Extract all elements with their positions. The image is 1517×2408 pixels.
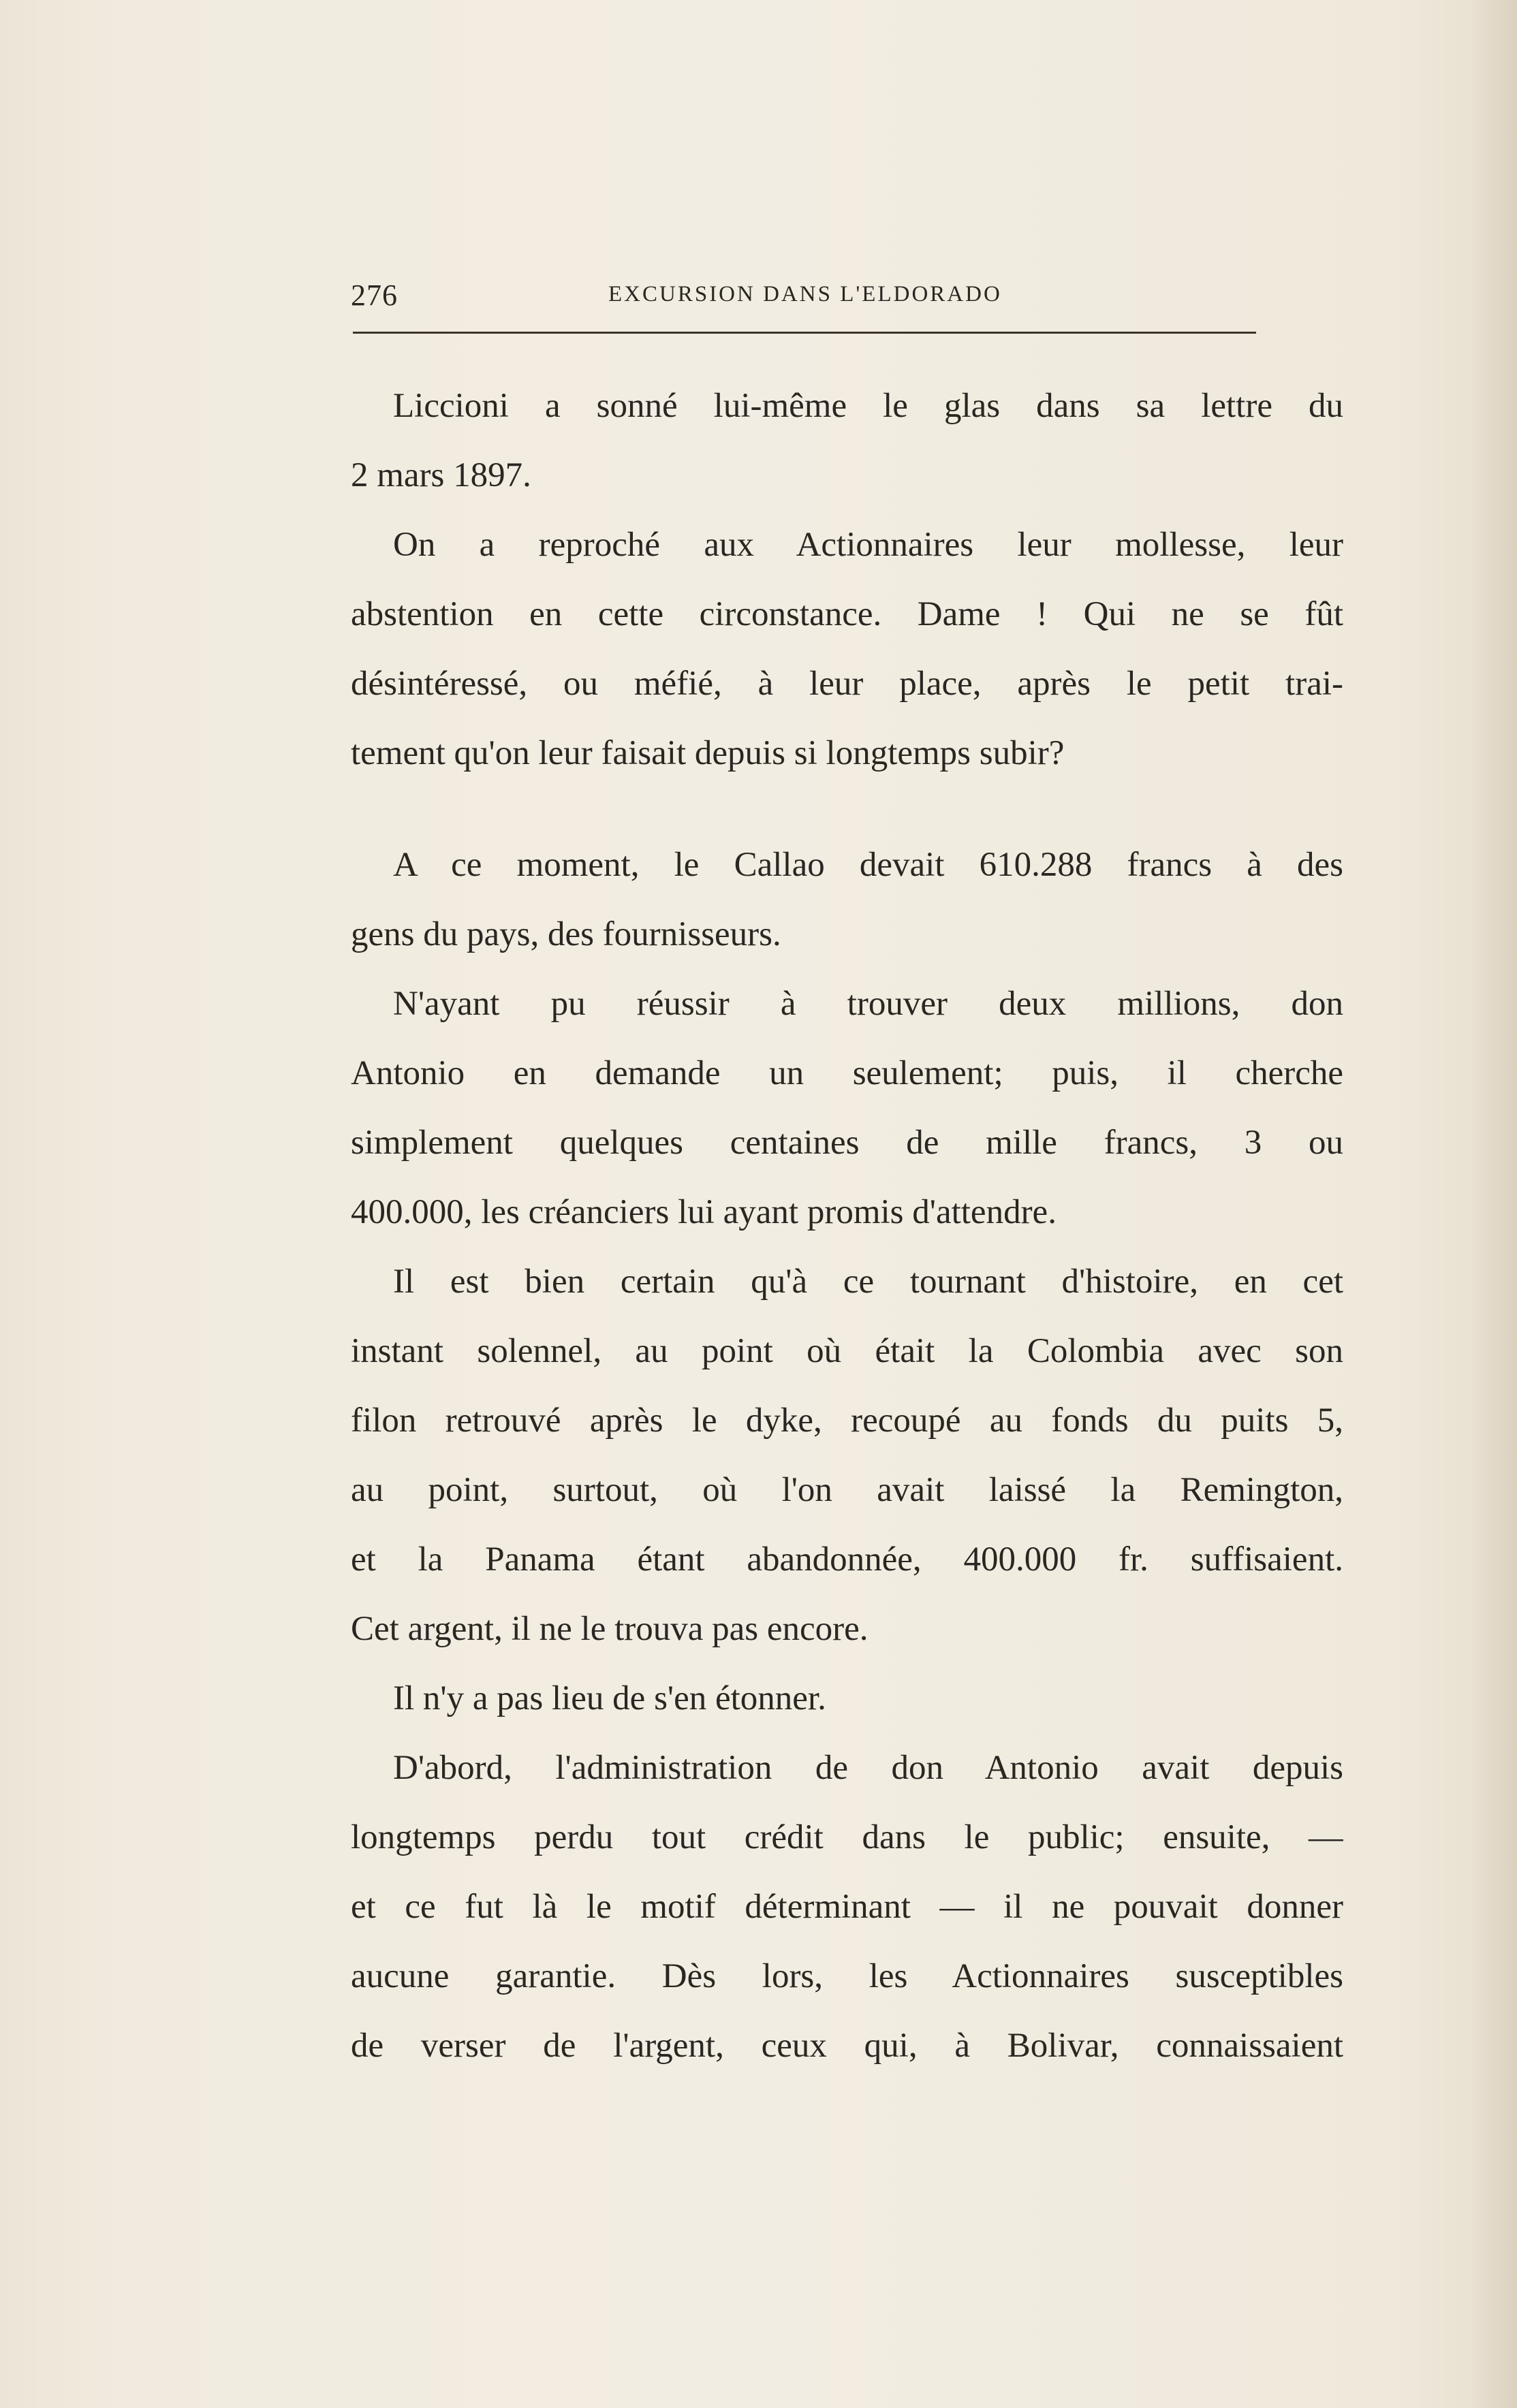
page-header bbox=[351, 278, 1257, 319]
text-line: et la Panama étant abandonnée, 400.000 fr. suffisaient. bbox=[351, 1540, 1343, 1579]
text-line: filon retrouvé après le dyke, recoupé au fonds du puits 5, bbox=[351, 1401, 1343, 1440]
text-line: Cet argent, il ne le trouva pas encore. bbox=[351, 1610, 869, 1648]
text-line: Il est bien certain qu'à ce tournant d'histoire, en cet bbox=[393, 1263, 1343, 1301]
text-line: instant solennel, au point où était la Colombia avec son bbox=[351, 1332, 1343, 1370]
text-line: Liccioni a sonné lui-même le glas dans sa lettre du bbox=[393, 387, 1343, 425]
text-line: simplement quelques centaines de mille francs, 3 ou bbox=[351, 1124, 1343, 1162]
text-line: et ce fut là le motif déterminant — il ne pouvait donner bbox=[351, 1888, 1343, 1926]
text-line: désintéressé, ou méfié, à leur place, après le petit trai- bbox=[351, 665, 1343, 703]
running-title: EXCURSION DANS L'ELDORADO bbox=[608, 282, 1002, 306]
text-line: abstention en cette circonstance. Dame ! Qui ne se fût bbox=[351, 595, 1343, 633]
text-line: de verser de l'argent, ceux qui, à Bolivar, connaissaient bbox=[351, 2027, 1343, 2065]
text-line: longtemps perdu tout crédit dans le public; ensuite, — bbox=[351, 1818, 1343, 1856]
text-line: 400.000, les créanciers lui ayant promis d'attendre. bbox=[351, 1193, 1057, 1231]
text-line: tement qu'on leur faisait depuis si longtemps subir? bbox=[351, 734, 1065, 772]
text-line: Il n'y a pas lieu de s'en étonner. bbox=[393, 1679, 826, 1717]
text-line: gens du pays, des fournisseurs. bbox=[351, 915, 781, 953]
text-line: A ce moment, le Callao devait 610.288 francs à des bbox=[393, 846, 1343, 884]
text-line: D'abord, l'administration de don Antonio avait depuis bbox=[393, 1749, 1343, 1787]
text-line: 2 mars 1897. bbox=[351, 456, 531, 494]
page-number: 276 bbox=[351, 279, 398, 312]
text-line: au point, surtout, où l'on avait laissé la Remington, bbox=[351, 1471, 1343, 1509]
page-edge-shadow bbox=[1469, 0, 1517, 2408]
text-line: aucune garantie. Dès lors, les Actionnaires susceptibles bbox=[351, 1957, 1343, 1995]
text-line: On a reproché aux Actionnaires leur mollesse, leur bbox=[393, 526, 1343, 564]
text-line: Antonio en demande un seulement; puis, il cherche bbox=[351, 1054, 1343, 1092]
header-rule bbox=[353, 332, 1256, 334]
body-text bbox=[351, 371, 1342, 2080]
text-line: N'ayant pu réussir à trouver deux millions, don bbox=[393, 985, 1343, 1023]
